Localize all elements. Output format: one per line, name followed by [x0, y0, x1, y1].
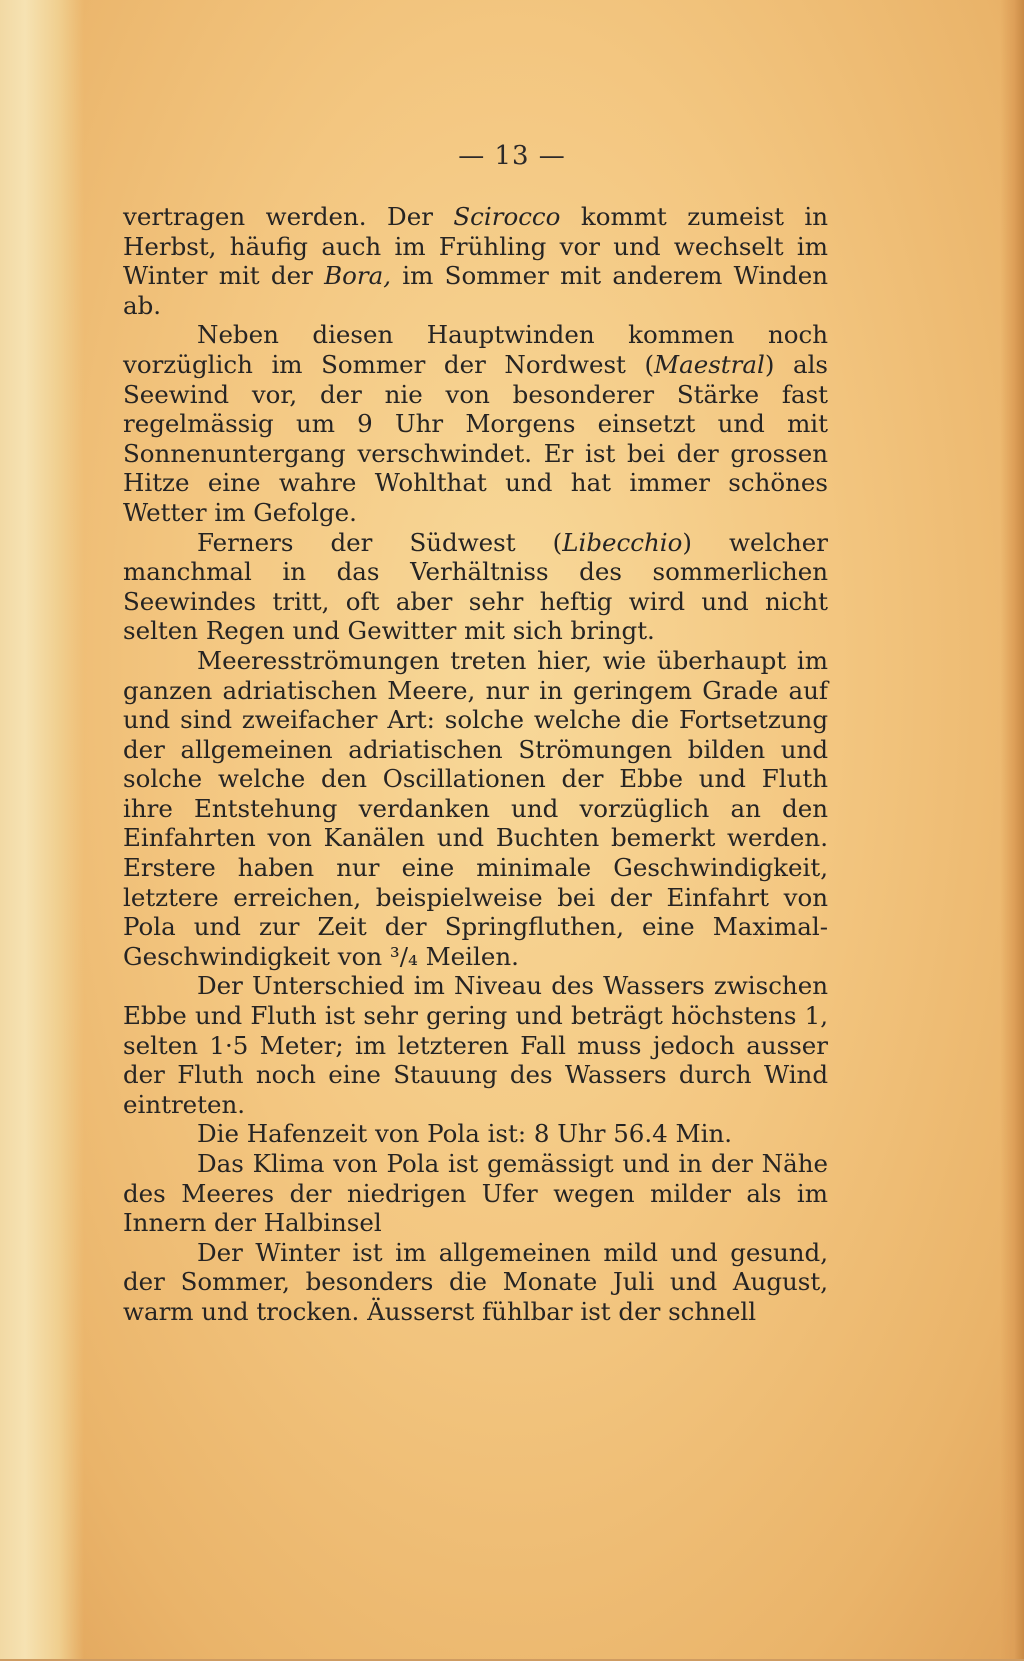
text-span: ) welcher manchmal in das Verhältniss des sommerlichen Seewindes tritt, oft aber sehr heftig wird und nicht selten Regen und Gewitter mit sich bringt.: [123, 527, 828, 646]
page-left-edge: [0, 0, 84, 1675]
paragraph: [123, 1119, 828, 1149]
paragraph: [123, 971, 828, 1119]
body-text: [123, 202, 828, 1327]
text-span: Neben diesen Hauptwinden kommen noch vorzüglich im Sommer der Nordwest (: [123, 320, 828, 379]
page-bottom-edge: [0, 1659, 1024, 1675]
italic-term: Libecchio: [562, 527, 683, 557]
text-span: Ferners der Südwest (: [197, 527, 563, 557]
page-number: — 13 —: [458, 141, 566, 171]
text-span: Der Winter ist im allgemeinen mild und gesund, der Sommer, besonders die Monate Juli und August, warm und trocken. Äusserst fühlbar ist der schnell: [123, 1237, 828, 1326]
paragraph: [123, 1238, 828, 1327]
italic-term: Bora,: [324, 261, 391, 291]
paragraph: [123, 320, 828, 527]
paragraph: [123, 646, 828, 972]
italic-term: Maestral: [654, 349, 765, 379]
text-span: vertragen werden. Der: [123, 202, 454, 231]
text-span: im Sommer mit anderem Winden ab.: [123, 261, 829, 320]
text-span: Das Klima von Pola ist gemässigt und in der Nähe des Meeres der niedrigen Ufer wegen milder als im Innern der Halbinsel: [123, 1149, 828, 1238]
page-right-edge: [1000, 0, 1024, 1675]
paragraph: [123, 202, 828, 320]
text-span: Die Hafenzeit von Pola ist: 8 Uhr 56.4 Min.: [197, 1119, 733, 1149]
italic-term: Scirocco: [453, 202, 561, 231]
paragraph: [123, 528, 828, 646]
text-span: kommt zumeist in Herbst, häufig auch im Frühling vor und wechselt im Winter mit der: [123, 202, 829, 291]
paragraph: [123, 1149, 828, 1238]
text-span: ) als Seewind vor, der nie von besonderer Stärke fast regelmässig um 9 Uhr Morgens einsetzt und mit Sonnenuntergang verschwindet. Er ist bei der grossen Hitze eine wahre Wohlthat und hat immer schönes Wetter im Gefolge.: [123, 349, 828, 527]
text-span: Der Unterschied im Niveau des Wassers zwischen Ebbe und Fluth ist sehr gering und beträgt höchstens 1, selten 1·5 Meter; im letzteren Fall muss jedoch ausser der Fluth noch eine Stauung des Wassers durch Wind eintreten.: [123, 971, 828, 1119]
text-span: Meeresströmungen treten hier, wie überhaupt im ganzen adriatischen Meere, nur in geringem Grade auf und sind zweifacher Art: solche welche die Fortsetzung der allgemeinen adriatischen Strömungen bilden und solche welche den Oscillationen der Ebbe und Fluth ihre Entstehung verdanken und vorzüglich an den Einfahrten von Kanälen und Buchten bemerkt werden. Erstere haben nur eine minimale Geschwindigkeit, letztere erreichen, beispielweise bei der Einfahrt von Pola und zur Zeit der Springfluthen, eine Maximal-Geschwindigkeit von ³/₄ Meilen.: [123, 645, 828, 971]
